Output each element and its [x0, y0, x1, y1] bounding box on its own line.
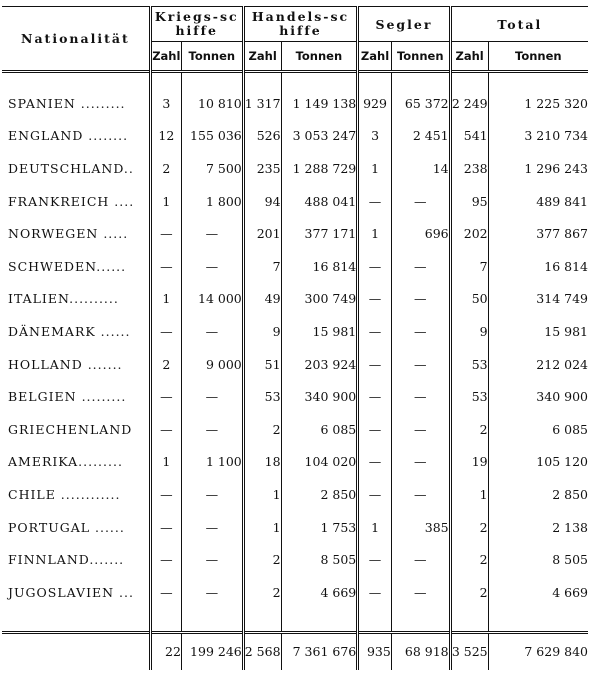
cell-total-tonnen: 489 841	[488, 185, 588, 218]
cell-segler-zahl: —	[358, 413, 392, 446]
cell-handelsschiffe-zahl: 9	[243, 315, 281, 348]
cell-handelsschiffe-tonnen: 3 053 247	[281, 120, 358, 153]
total-handelsschiffe-zahl: 2 568	[243, 634, 281, 670]
cell-kriegsschiffe-zahl: 1	[150, 446, 181, 479]
cell-total-tonnen: 377 867	[488, 217, 588, 250]
cell-segler-tonnen: —	[391, 543, 450, 576]
cell-total-tonnen: 1 225 320	[488, 87, 588, 120]
cell-handelsschiffe-tonnen: 340 900	[281, 380, 358, 413]
table-row	[2, 543, 588, 576]
cell-handelsschiffe-tonnen: 4 669	[281, 576, 358, 609]
cell-nationality: SPANIEN .........	[8, 95, 126, 111]
cell-kriegsschiffe-zahl: —	[150, 478, 181, 511]
cell-segler-zahl: 1	[358, 511, 392, 544]
cell-nationality: GRIECHENLAND	[8, 421, 133, 437]
cell-total-tonnen: 4 669	[488, 576, 588, 609]
cell-total-zahl: 53	[450, 348, 488, 381]
cell-kriegsschiffe-zahl: —	[150, 250, 181, 283]
cell-kriegsschiffe-tonnen: 7 500	[181, 152, 243, 185]
cell-nationality: AMERIKA.........	[8, 454, 123, 470]
cell-segler-tonnen: 65 372	[391, 87, 450, 120]
cell-segler-tonnen: —	[391, 250, 450, 283]
cell-kriegsschiffe-zahl: 1	[150, 283, 181, 316]
cell-handelsschiffe-tonnen: 203 924	[281, 348, 358, 381]
header-kriegsschiffe-zahl: Zahl	[150, 42, 181, 72]
cell-nationality: DÄNEMARK ......	[8, 323, 131, 339]
cell-kriegsschiffe-tonnen: 1 800	[181, 185, 243, 218]
total-handelsschiffe-tonnen: 7 361 676	[281, 634, 358, 670]
cell-kriegsschiffe-tonnen: —	[181, 217, 243, 250]
cell-nationality: DEUTSCHLAND..	[8, 160, 134, 176]
cell-handelsschiffe-tonnen: 15 981	[281, 315, 358, 348]
cell-nationality: ITALIEN..........	[8, 291, 119, 307]
shipping-table	[2, 6, 588, 670]
table-row	[2, 217, 588, 250]
cell-handelsschiffe-zahl: 94	[243, 185, 281, 218]
table-row	[2, 446, 588, 479]
cell-kriegsschiffe-tonnen: 9 000	[181, 348, 243, 381]
cell-handelsschiffe-tonnen: 377 171	[281, 217, 358, 250]
cell-total-tonnen: 3 210 734	[488, 120, 588, 153]
cell-segler-zahl: —	[358, 478, 392, 511]
cell-handelsschiffe-zahl: 49	[243, 283, 281, 316]
cell-total-zahl: 202	[450, 217, 488, 250]
cell-handelsschiffe-tonnen: 1 149 138	[281, 87, 358, 120]
cell-handelsschiffe-tonnen: 1 753	[281, 511, 358, 544]
cell-segler-zahl: —	[358, 446, 392, 479]
table-row	[2, 250, 588, 283]
header-total: Total	[450, 7, 588, 42]
cell-kriegsschiffe-tonnen: —	[181, 478, 243, 511]
cell-segler-zahl: —	[358, 250, 392, 283]
table-row	[2, 348, 588, 381]
bottom-spacer-row	[2, 609, 588, 633]
cell-segler-tonnen: —	[391, 315, 450, 348]
cell-total-zahl: 2	[450, 543, 488, 576]
table-row	[2, 152, 588, 185]
cell-kriegsschiffe-tonnen: —	[181, 576, 243, 609]
cell-handelsschiffe-tonnen: 104 020	[281, 446, 358, 479]
cell-handelsschiffe-zahl: 201	[243, 217, 281, 250]
cell-segler-zahl: —	[358, 283, 392, 316]
cell-total-zahl: 50	[450, 283, 488, 316]
cell-total-zahl: 7	[450, 250, 488, 283]
cell-segler-tonnen: —	[391, 380, 450, 413]
cell-handelsschiffe-tonnen: 300 749	[281, 283, 358, 316]
cell-kriegsschiffe-tonnen: 155 036	[181, 120, 243, 153]
cell-handelsschiffe-zahl: 235	[243, 152, 281, 185]
cell-kriegsschiffe-tonnen: —	[181, 380, 243, 413]
table-row	[2, 87, 588, 120]
cell-kriegsschiffe-tonnen: 10 810	[181, 87, 243, 120]
cell-kriegsschiffe-tonnen: —	[181, 250, 243, 283]
cell-segler-tonnen: 14	[391, 152, 450, 185]
cell-segler-tonnen: —	[391, 446, 450, 479]
cell-total-tonnen: 105 120	[488, 446, 588, 479]
totals-row	[2, 634, 588, 670]
table-row	[2, 511, 588, 544]
cell-nationality: HOLLAND .......	[8, 356, 123, 372]
cell-handelsschiffe-tonnen: 6 085	[281, 413, 358, 446]
table-row	[2, 315, 588, 348]
total-kriegsschiffe-zahl: 22	[150, 634, 181, 670]
cell-total-tonnen: 340 900	[488, 380, 588, 413]
cell-total-zahl: 19	[450, 446, 488, 479]
cell-handelsschiffe-zahl: 18	[243, 446, 281, 479]
cell-segler-zahl: 1	[358, 152, 392, 185]
cell-segler-zahl: —	[358, 576, 392, 609]
cell-kriegsschiffe-zahl: 3	[150, 87, 181, 120]
cell-segler-tonnen: 2 451	[391, 120, 450, 153]
header-total-zahl: Zahl	[450, 42, 488, 72]
table-row	[2, 185, 588, 218]
cell-kriegsschiffe-tonnen: —	[181, 543, 243, 576]
cell-handelsschiffe-zahl: 526	[243, 120, 281, 153]
table-body	[2, 72, 588, 609]
cell-handelsschiffe-tonnen: 2 850	[281, 478, 358, 511]
header-total-tonnen: Tonnen	[488, 42, 588, 72]
cell-total-tonnen: 314 749	[488, 283, 588, 316]
cell-total-tonnen: 2 138	[488, 511, 588, 544]
cell-segler-tonnen: —	[391, 413, 450, 446]
totals-label-cell	[2, 634, 150, 670]
cell-kriegsschiffe-tonnen: 1 100	[181, 446, 243, 479]
total-total-zahl: 3 525	[450, 634, 488, 670]
cell-handelsschiffe-zahl: 2	[243, 576, 281, 609]
cell-kriegsschiffe-zahl: —	[150, 413, 181, 446]
cell-nationality: SCHWEDEN......	[8, 258, 127, 274]
cell-kriegsschiffe-zahl: 2	[150, 152, 181, 185]
cell-total-tonnen: 2 850	[488, 478, 588, 511]
cell-nationality: ENGLAND ........	[8, 128, 129, 144]
table-row	[2, 576, 588, 609]
cell-total-zahl: 9	[450, 315, 488, 348]
header-nationalitaet: Nationalität	[2, 7, 150, 72]
header-handelsschiffe-label: Handels-schiffe	[251, 9, 350, 38]
cell-handelsschiffe-tonnen: 16 814	[281, 250, 358, 283]
cell-total-zahl: 2	[450, 511, 488, 544]
cell-handelsschiffe-tonnen: 8 505	[281, 543, 358, 576]
cell-segler-zahl: 929	[358, 87, 392, 120]
header-segler: Segler	[358, 7, 450, 42]
cell-total-zahl: 238	[450, 152, 488, 185]
cell-handelsschiffe-zahl: 2	[243, 413, 281, 446]
cell-handelsschiffe-zahl: 1	[243, 478, 281, 511]
cell-segler-zahl: —	[358, 348, 392, 381]
cell-handelsschiffe-zahl: 2	[243, 543, 281, 576]
cell-kriegsschiffe-zahl: 1	[150, 185, 181, 218]
cell-handelsschiffe-zahl: 7	[243, 250, 281, 283]
cell-nationality: PORTUGAL ......	[8, 519, 125, 535]
cell-kriegsschiffe-zahl: —	[150, 380, 181, 413]
table-footer	[2, 609, 588, 670]
header-handelsschiffe-zahl: Zahl	[243, 42, 281, 72]
cell-nationality: JUGOSLAVIEN ...	[8, 584, 134, 600]
cell-nationality: FRANKREICH ....	[8, 193, 135, 209]
cell-kriegsschiffe-tonnen: —	[181, 511, 243, 544]
cell-segler-tonnen: —	[391, 185, 450, 218]
cell-handelsschiffe-tonnen: 1 288 729	[281, 152, 358, 185]
cell-total-tonnen: 1 296 243	[488, 152, 588, 185]
cell-handelsschiffe-zahl: 1	[243, 511, 281, 544]
spacer-row	[2, 73, 588, 87]
cell-segler-tonnen: —	[391, 348, 450, 381]
cell-total-zahl: 95	[450, 185, 488, 218]
cell-segler-zahl: —	[358, 380, 392, 413]
cell-nationality: CHILE ............	[8, 486, 121, 502]
cell-kriegsschiffe-zahl: —	[150, 315, 181, 348]
cell-segler-zahl: 1	[358, 217, 392, 250]
table-row	[2, 283, 588, 316]
cell-segler-zahl: —	[358, 543, 392, 576]
total-segler-tonnen: 68 918	[391, 634, 450, 670]
header-kriegsschiffe-label: Kriegs-schiffe	[154, 9, 239, 38]
cell-kriegsschiffe-zahl: —	[150, 543, 181, 576]
cell-total-zahl: 2	[450, 413, 488, 446]
cell-total-tonnen: 15 981	[488, 315, 588, 348]
header-segler-zahl: Zahl	[358, 42, 392, 72]
cell-kriegsschiffe-tonnen: —	[181, 413, 243, 446]
cell-handelsschiffe-zahl: 1 317	[243, 87, 281, 120]
total-kriegsschiffe-tonnen: 199 246	[181, 634, 243, 670]
cell-kriegsschiffe-zahl: —	[150, 217, 181, 250]
header-kriegsschiffe-tonnen: Tonnen	[181, 42, 243, 72]
cell-total-zahl: 2	[450, 576, 488, 609]
cell-segler-tonnen: —	[391, 576, 450, 609]
cell-segler-tonnen: —	[391, 478, 450, 511]
cell-handelsschiffe-tonnen: 488 041	[281, 185, 358, 218]
table-row	[2, 380, 588, 413]
cell-segler-zahl: —	[358, 315, 392, 348]
cell-nationality: BELGIEN .........	[8, 389, 127, 405]
cell-total-zahl: 541	[450, 120, 488, 153]
table-row	[2, 413, 588, 446]
cell-segler-tonnen: 385	[391, 511, 450, 544]
header-handelsschiffe-tonnen: Tonnen	[281, 42, 358, 72]
cell-handelsschiffe-zahl: 53	[243, 380, 281, 413]
cell-total-tonnen: 212 024	[488, 348, 588, 381]
cell-segler-tonnen: —	[391, 283, 450, 316]
cell-kriegsschiffe-zahl: —	[150, 576, 181, 609]
cell-segler-zahl: —	[358, 185, 392, 218]
cell-total-zahl: 1	[450, 478, 488, 511]
total-total-tonnen: 7 629 840	[488, 634, 588, 670]
cell-handelsschiffe-zahl: 51	[243, 348, 281, 381]
header-segler-tonnen: Tonnen	[391, 42, 450, 72]
cell-kriegsschiffe-zahl: 2	[150, 348, 181, 381]
cell-kriegsschiffe-tonnen: 14 000	[181, 283, 243, 316]
header-row-1	[2, 7, 588, 42]
table-row	[2, 120, 588, 153]
cell-total-zahl: 2 249	[450, 87, 488, 120]
cell-total-zahl: 53	[450, 380, 488, 413]
cell-kriegsschiffe-zahl: —	[150, 511, 181, 544]
cell-total-tonnen: 16 814	[488, 250, 588, 283]
cell-segler-tonnen: 696	[391, 217, 450, 250]
cell-total-tonnen: 8 505	[488, 543, 588, 576]
cell-kriegsschiffe-zahl: 12	[150, 120, 181, 153]
header-kriegsschiffe	[150, 7, 243, 42]
cell-kriegsschiffe-tonnen: —	[181, 315, 243, 348]
cell-total-tonnen: 6 085	[488, 413, 588, 446]
cell-segler-zahl: 3	[358, 120, 392, 153]
cell-nationality: FINNLAND.......	[8, 552, 125, 568]
table-row	[2, 478, 588, 511]
cell-nationality: NORWEGEN .....	[8, 226, 129, 242]
header-handelsschiffe	[243, 7, 358, 42]
total-segler-zahl: 935	[358, 634, 392, 670]
